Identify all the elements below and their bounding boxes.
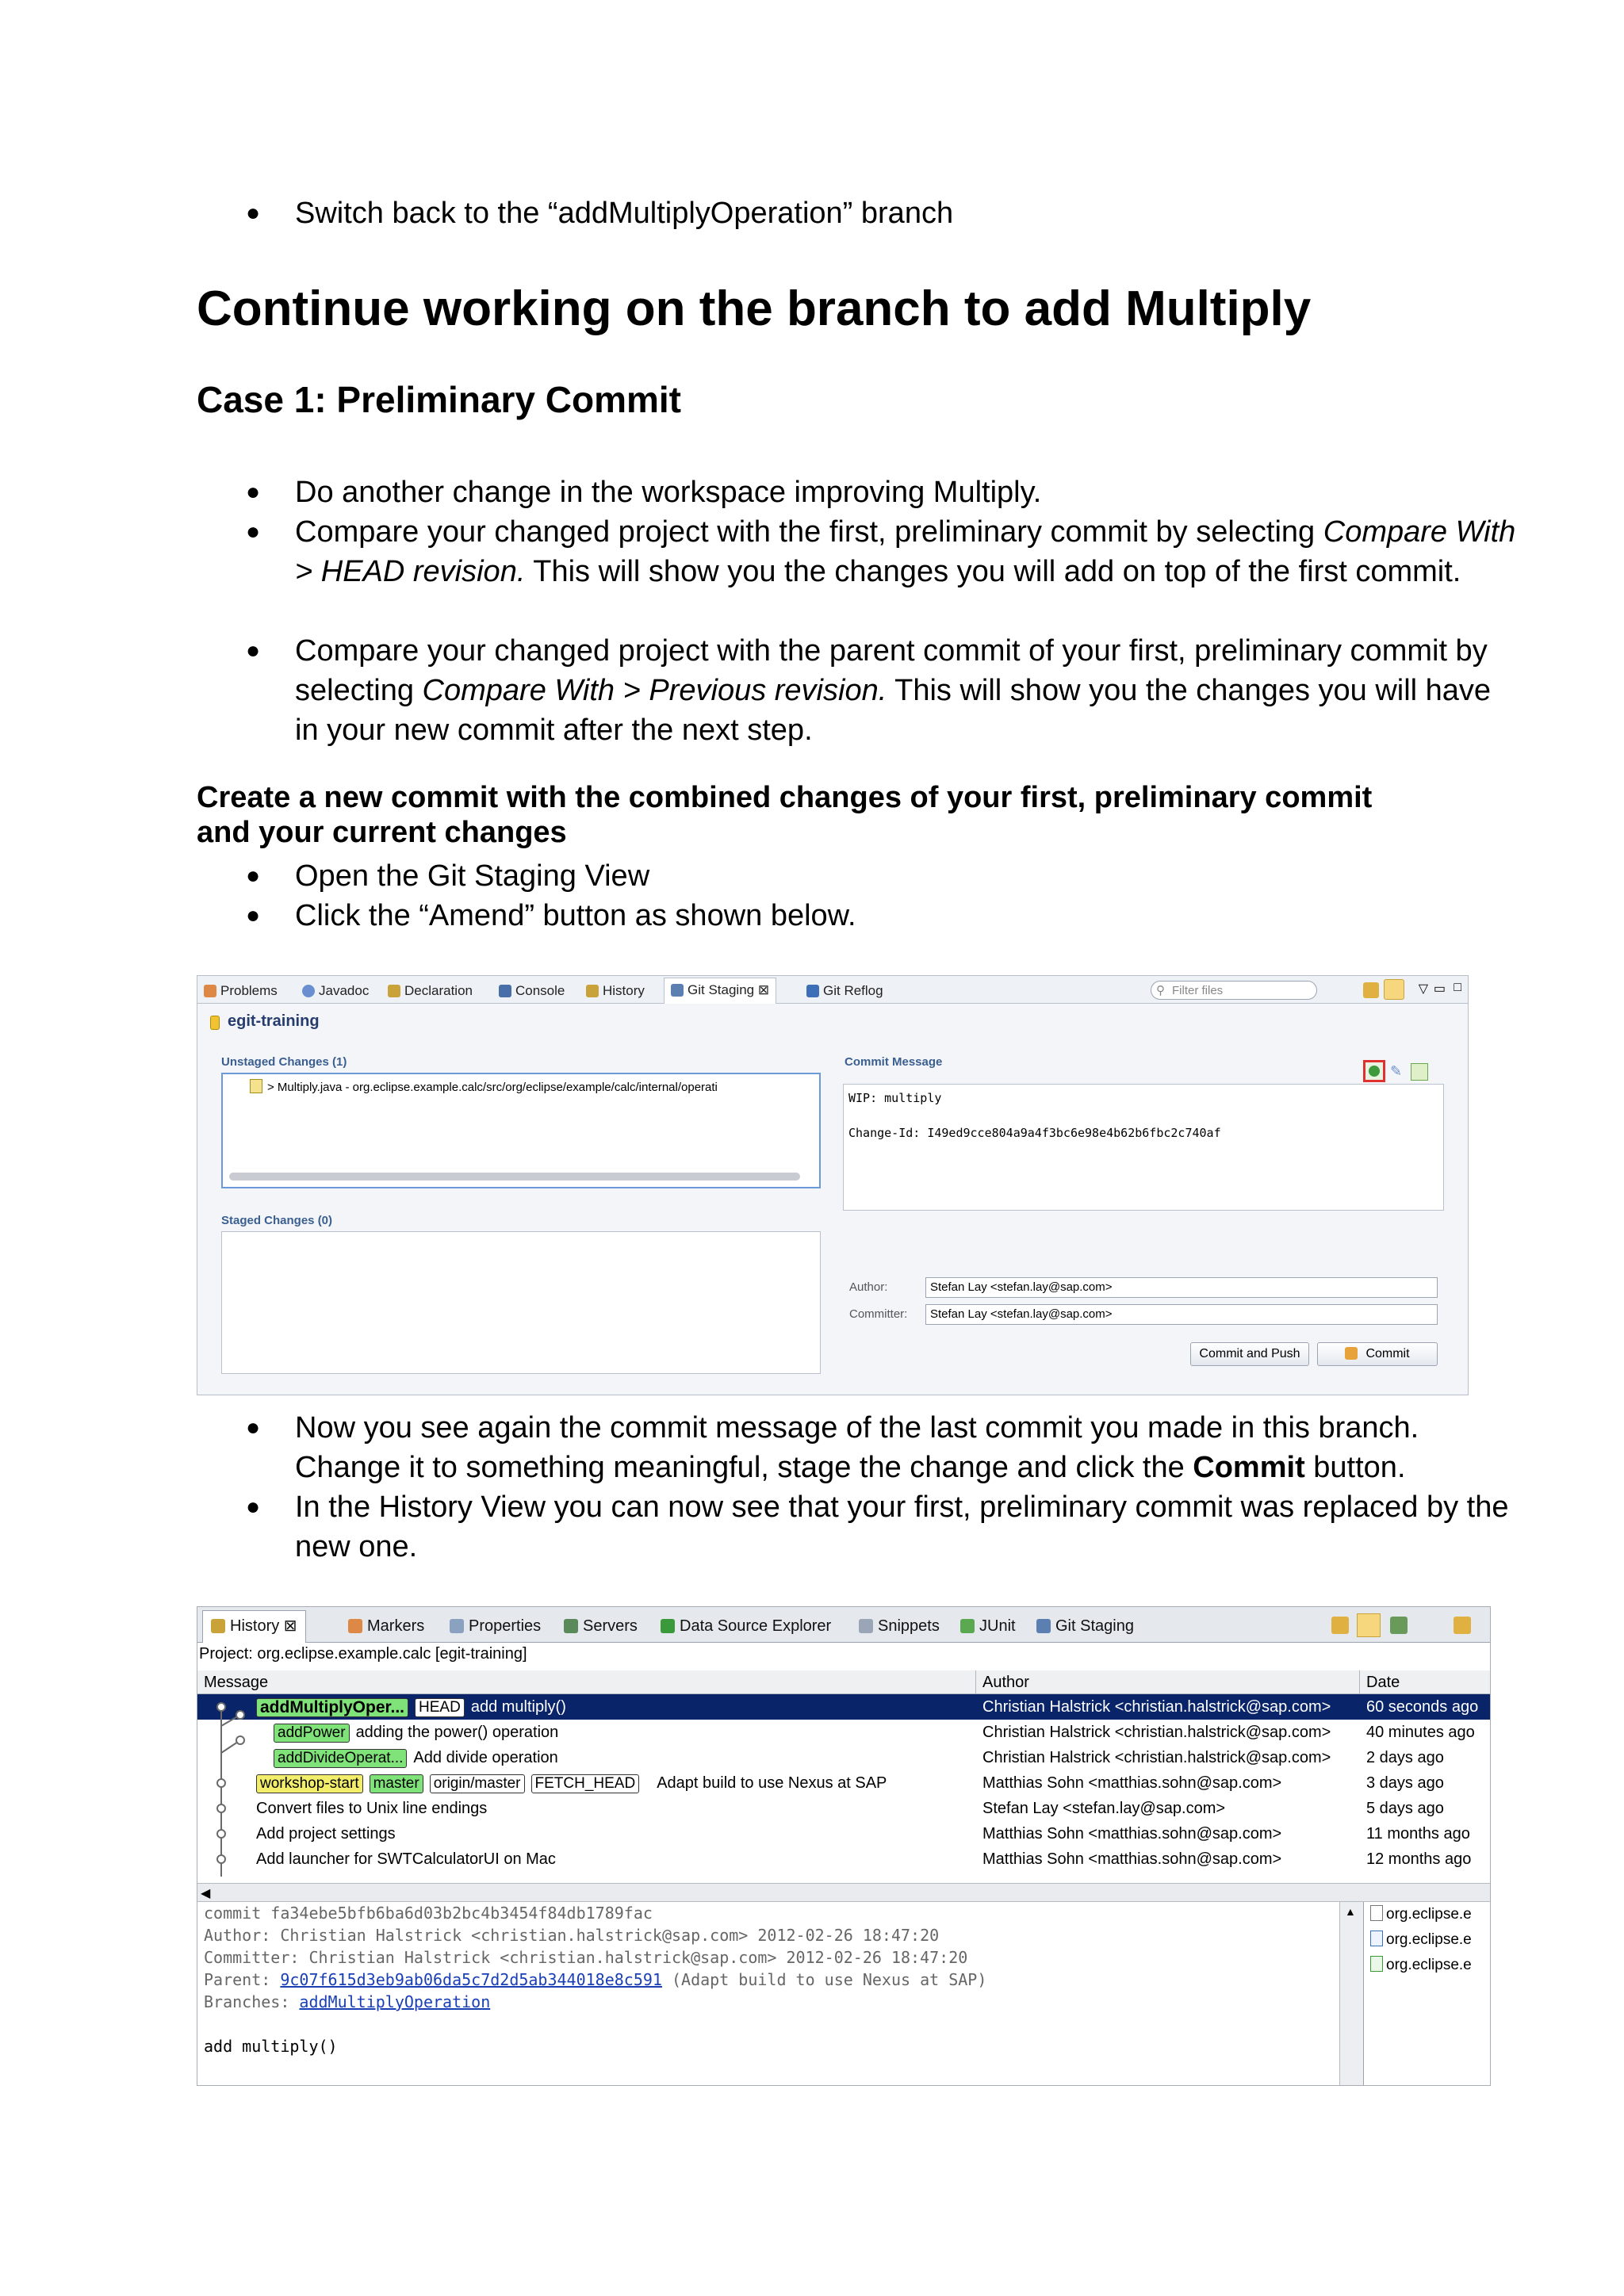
ref-badge: workshop-start [256,1774,363,1793]
column-header-author[interactable]: Author [976,1670,1360,1694]
commit-node [217,1830,225,1838]
bullet-text: In the History View you can now see that your first, preliminary commit was replaced by the new one. [295,1490,1509,1563]
commit-node [217,1703,225,1711]
bullet-item [246,1487,1515,1567]
button-reference: Commit [1193,1451,1305,1484]
commit-message: add multiply() [470,1698,566,1716]
commit-graph [197,1694,245,1877]
problems-icon [204,985,216,997]
project-line: Project: org.eclipse.example.calc [egit-training] [199,1645,527,1663]
tab-servers[interactable]: Servers [564,1613,638,1639]
message-cell [274,1720,558,1745]
change-id-icon[interactable] [1411,1063,1428,1081]
ref-badge: HEAD [415,1698,465,1717]
commit-details [197,1902,1346,2086]
scroll-left-icon[interactable]: ◀ [201,1887,211,1900]
message-cell [274,1745,558,1770]
bullet-dot: ● [246,902,261,928]
bullet-text: Do another change in the workspace improving Multiply. [295,476,1042,509]
author-cell: Matthias Sohn <matthias.sohn@sap.com> [982,1774,1282,1792]
vertical-scrollbar[interactable] [1339,1902,1364,2086]
signed-off-icon[interactable]: ✎ [1390,1063,1403,1079]
bullet-item [246,631,1515,750]
commit-node [217,1779,225,1787]
commit-message: Add launcher for SWTCalculatorUI on Mac [256,1850,556,1868]
git-staging-icon [1036,1619,1051,1633]
bullet-text [295,631,1516,750]
close-icon[interactable]: ⊠ [757,982,770,997]
data-source-icon [661,1619,675,1633]
list-item[interactable]: > Multiply.java - org.eclipse.example.calc/src/org/eclipse/example/calc/internal/operati [250,1079,805,1094]
commit-and-push-button[interactable]: Commit and Push [1190,1342,1309,1366]
bullet-item [246,856,1515,896]
date-cell: 2 days ago [1366,1749,1444,1766]
compare-mode-icon[interactable] [1390,1617,1408,1634]
view-menu-icon[interactable]: ▽ [1418,982,1428,996]
change-id-line: Change-Id: I49ed9cce804a9a4f3bc6e98e4b62b6fbc2c740af [848,1126,1221,1140]
snippets-icon [859,1619,873,1633]
ref-badge: addPower [274,1724,350,1743]
column-header-message[interactable]: Message [197,1670,976,1694]
added-file-icon [1370,1956,1383,1972]
git-staging-icon [671,984,684,997]
bullet-item [246,896,1515,936]
table-row[interactable] [197,1796,1490,1821]
bullet-text: Click the “Amend” button as shown below. [295,899,856,932]
maximize-icon[interactable]: □ [1454,981,1461,994]
amend-icon [1369,1066,1380,1077]
tab-git-staging[interactable]: Git Staging [1036,1613,1134,1639]
commit-node [236,1736,244,1744]
unstaged-list[interactable] [221,1073,821,1188]
author-cell: Matthias Sohn <matthias.sohn@sap.com> [982,1850,1282,1868]
bullet-dot: ● [246,1414,261,1441]
author-line: Author: Christian Halstrick <christian.halstrick@sap.com> 2012-02-26 18:47:20 [204,1926,940,1945]
git-staging-screenshot [197,975,1469,1395]
text-run: button. [1304,1451,1406,1484]
tab-properties[interactable]: Properties [450,1613,541,1639]
junit-icon [960,1619,975,1633]
bullet-dot: ● [246,200,261,226]
text-run: This will show you the changes you will have in your new commit after the next step. [295,674,1492,747]
view-tab-bar [197,1607,1490,1643]
committer-label: Committer: [849,1307,908,1321]
branches-line: Branches: addMultiplyOperation [204,1992,491,2011]
java-file-icon [1370,1931,1383,1946]
message-cell [256,1821,396,1846]
branch-link[interactable]: addMultiplyOperation [299,1992,491,2011]
list-item[interactable]: org.eclipse.e [1364,1953,1491,1978]
refresh-icon[interactable] [1331,1617,1349,1634]
servers-icon [564,1619,578,1633]
tab-javadoc[interactable]: Javadoc [302,981,369,1001]
bullet-text [295,1408,1516,1487]
committer-field[interactable]: Stefan Lay <stefan.lay@sap.com> [925,1304,1438,1325]
message-cell [256,1796,487,1821]
staged-list[interactable] [221,1231,821,1374]
tab-history[interactable]: History ⊠ [202,1610,306,1643]
javadoc-icon [302,985,315,997]
ref-badge: addDivideOperat... [274,1749,407,1768]
column-header-date[interactable]: Date [1360,1670,1491,1694]
menu-path: Compare With > Previous revision. [422,674,887,707]
date-cell: 11 months ago [1366,1825,1470,1843]
author-cell: Matthias Sohn <matthias.sohn@sap.com> [982,1825,1282,1843]
history-view-screenshot [197,1606,1491,2086]
commit-node [217,1855,225,1863]
tab-console[interactable]: Console [499,981,565,1001]
commit-button[interactable]: Commit [1317,1342,1438,1366]
refresh-icon[interactable] [1363,982,1379,998]
page-heading: Continue working on the branch to add Multiply [197,281,1312,336]
commit-id-line: commit fa34ebe5bfb6ba6d03b2bc4b3454f84db1789fac [204,1904,653,1923]
author-cell: Christian Halstrick <christian.halstrick@sap.com> [982,1698,1331,1716]
table-row[interactable] [197,1745,1490,1770]
tab-history[interactable]: History [586,981,645,1001]
close-icon[interactable]: ⊠ [283,1617,297,1635]
commit-message-line: WIP: multiply [848,1091,942,1105]
bullet-item [246,1408,1515,1487]
commit-message: Add divide operation [413,1749,558,1766]
table-row[interactable] [197,1770,1490,1796]
filter-files-input[interactable]: ⚲ Filter files [1151,981,1317,1000]
author-cell: Stefan Lay <stefan.lay@sap.com> [982,1800,1226,1817]
amend-button[interactable] [1363,1060,1385,1082]
git-reflog-icon [806,985,819,997]
view-tab-bar [197,976,1468,1004]
commit-icon [1345,1347,1358,1360]
commit-message-label: Commit Message [845,1055,943,1069]
repository-icon [210,1016,220,1030]
date-cell: 60 seconds ago [1366,1698,1479,1716]
horizontal-scrollbar[interactable] [229,1173,800,1181]
ref-badge: FETCH_HEAD [531,1774,640,1793]
list-item[interactable]: org.eclipse.e [1364,1902,1491,1927]
text-run: Now you see again the commit message of the last commit you made in this branch. Change it to something meaningful, stage the change and click the [295,1411,1419,1484]
tab-problems[interactable]: Problems [204,981,278,1001]
date-cell: 40 minutes ago [1366,1724,1475,1741]
text-run: Compare your changed project with the parent commit of your first, preliminary commit by selecting [295,634,1488,707]
parent-commit-link[interactable]: 9c07f615d3eb9ab06da5c7d2d5ab344018e8c591 [280,1970,662,1989]
date-cell: 3 days ago [1366,1774,1444,1792]
commit-message-input[interactable] [843,1084,1444,1211]
text-run: Compare your changed project with the first, preliminary commit by selecting [295,515,1323,549]
settings-icon[interactable] [1454,1617,1471,1634]
markers-icon [348,1619,362,1633]
scroll-up-icon[interactable]: ▲ [1345,1905,1356,1918]
link-selection-icon[interactable] [1357,1613,1381,1637]
bullet-dot: ● [246,637,261,664]
list-item[interactable]: org.eclipse.e [1364,1927,1491,1953]
text-run: This will show you the changes you will add on top of the first commit. [525,555,1461,588]
commit-message: add multiply() [204,2037,338,2056]
tab-data-source-explorer[interactable]: Data Source Explorer [661,1613,831,1639]
bullet-dot: ● [246,479,261,505]
search-icon: ⚲ [1156,984,1165,997]
table-row[interactable] [197,1846,1490,1872]
section-heading: Case 1: Preliminary Commit [197,379,682,420]
ref-badge: addMultiplyOper... [256,1698,408,1717]
committer-line: Committer: Christian Halstrick <christian.halstrick@sap.com> 2012-02-26 18:47:20 [204,1948,968,1967]
date-cell: 12 months ago [1366,1850,1472,1868]
message-cell [256,1846,556,1872]
bullet-text: Open the Git Staging View [295,859,650,893]
table-row[interactable] [197,1821,1490,1846]
tab-snippets[interactable]: Snippets [859,1613,940,1639]
bullet-dot: ● [246,519,261,545]
horizontal-scrollbar[interactable] [197,1883,1490,1902]
author-field[interactable]: Stefan Lay <stefan.lay@sap.com> [925,1277,1438,1298]
bullet-text [295,512,1516,591]
tab-junit[interactable]: JUnit [960,1613,1016,1639]
author-cell: Christian Halstrick <christian.halstrick@sap.com> [982,1749,1331,1766]
commit-message: Convert files to Unix line endings [256,1800,488,1817]
commit-message: Adapt build to use Nexus at SAP [657,1774,887,1792]
history-icon [211,1619,225,1633]
date-cell: 5 days ago [1366,1800,1444,1817]
java-file-icon [250,1079,262,1093]
minimize-icon[interactable]: ▭ [1433,982,1446,996]
bullet-dot: ● [246,1494,261,1520]
toggle-icon[interactable] [1384,979,1404,1000]
bullet-item [246,193,1515,233]
file-icon [1370,1905,1383,1921]
commit-node [236,1711,244,1719]
subsection-heading: Create a new commit with the combined changes of your first, preliminary commit and your current changes [197,781,1373,849]
tab-git-staging[interactable]: Git Staging ⊠ [664,978,776,1004]
bullet-item [246,512,1515,631]
history-icon [586,985,599,997]
tab-markers[interactable]: Markers [348,1613,424,1639]
author-cell: Christian Halstrick <christian.halstrick@sap.com> [982,1724,1331,1741]
commit-message: adding the power() operation [355,1724,559,1741]
console-icon [499,985,511,997]
commit-node [217,1804,225,1812]
table-row[interactable] [197,1694,1490,1720]
commit-message: Add project settings [256,1825,396,1843]
parent-line: Parent: 9c07f615d3eb9ab06da5c7d2d5ab344018e8c591 (Adapt build to use Nexus at SAP) [204,1970,987,1989]
repository-name: egit-training [228,1012,320,1030]
unstaged-label: Unstaged Changes (1) [221,1055,347,1069]
ref-badge: master [370,1774,423,1793]
bullet-item [246,473,1515,512]
author-label: Author: [849,1280,888,1294]
menu-path: Compare With > HEAD revision. [295,515,1516,588]
declaration-icon [388,985,400,997]
message-cell [256,1694,566,1720]
table-row[interactable] [197,1720,1490,1745]
tab-git-reflog[interactable]: Git Reflog [806,981,883,1001]
ref-badge: origin/master [430,1774,525,1793]
tab-declaration[interactable]: Declaration [388,981,473,1001]
bullet-dot: ● [246,863,261,889]
changed-files-list[interactable] [1363,1902,1491,2086]
message-cell [256,1770,887,1796]
properties-icon [450,1619,464,1633]
bullet-text: Switch back to the “addMultiplyOperation” branch [295,197,954,230]
staged-label: Staged Changes (0) [221,1214,333,1227]
